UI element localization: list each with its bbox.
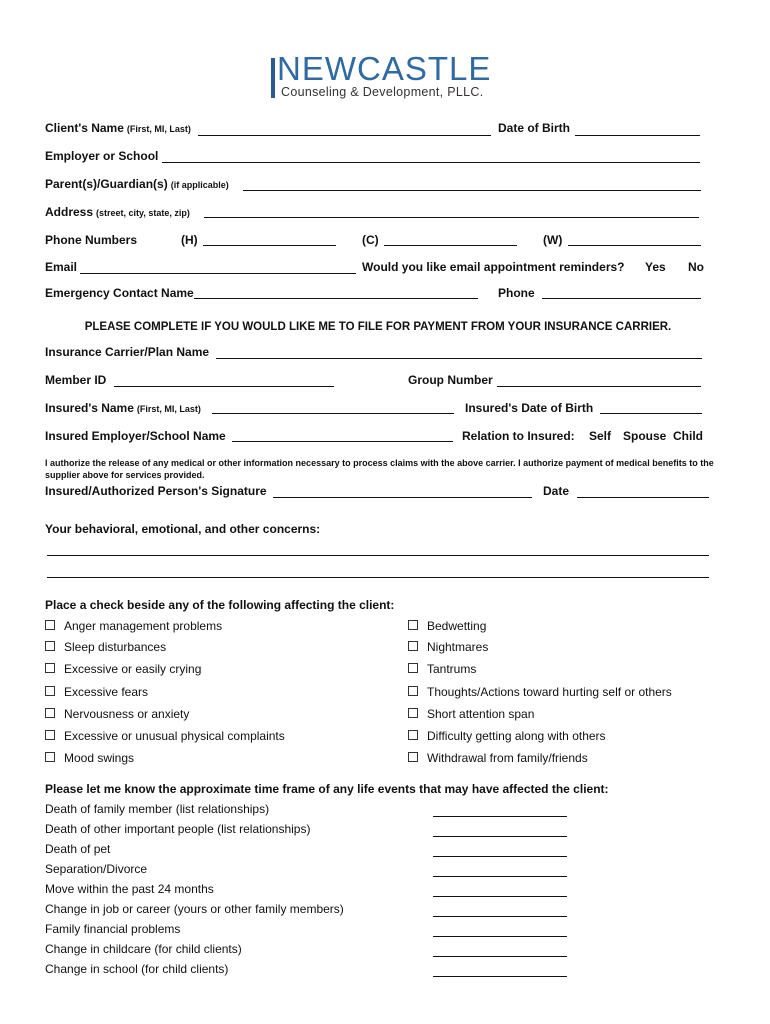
phone-c-label: (C) xyxy=(362,233,379,247)
insured-name-field[interactable] xyxy=(212,413,454,414)
life-event-label: Change in job or career (yours or other family members) xyxy=(45,902,344,916)
checklist-item[interactable]: Anger management problems xyxy=(45,619,222,633)
checklist-item[interactable]: Thoughts/Actions toward hurting self or others xyxy=(408,685,672,699)
insured-dob-label: Insured's Date of Birth xyxy=(465,401,594,415)
life-event-field[interactable] xyxy=(433,816,567,817)
checkbox[interactable] xyxy=(45,663,55,673)
checkbox[interactable] xyxy=(45,686,55,696)
checklist-item[interactable]: Mood swings xyxy=(45,751,134,765)
phone-c-field[interactable] xyxy=(384,245,517,246)
life-event-label: Death of family member (list relationships) xyxy=(45,802,270,816)
emergency-phone-field[interactable] xyxy=(542,298,701,299)
checklist-item[interactable]: Excessive or easily crying xyxy=(45,662,201,676)
dob-field[interactable] xyxy=(575,135,700,136)
life-event-label: Move within the past 24 months xyxy=(45,882,214,896)
emergency-phone-label: Phone xyxy=(498,286,535,300)
checkbox[interactable] xyxy=(45,730,55,740)
life-event-field[interactable] xyxy=(433,936,567,937)
life-event-label: Family financial problems xyxy=(45,922,181,936)
logo-bar xyxy=(271,58,275,98)
insured-name-hint: (First, MI, Last) xyxy=(136,404,201,414)
life-event-field[interactable] xyxy=(433,916,567,917)
life-event-field[interactable] xyxy=(433,836,567,837)
email-field[interactable] xyxy=(80,273,356,274)
insured-employer-label: Insured Employer/School Name xyxy=(45,429,226,443)
client-name-label: Client's Name (First, MI, Last) xyxy=(45,121,191,135)
checklist-item[interactable]: Nervousness or anxiety xyxy=(45,707,189,721)
checklist-item[interactable]: Difficulty getting along with others xyxy=(408,729,606,743)
checkbox[interactable] xyxy=(408,730,418,740)
phone-h-field[interactable] xyxy=(203,245,336,246)
checkbox[interactable] xyxy=(408,620,418,630)
carrier-field[interactable] xyxy=(216,358,702,359)
checkbox[interactable] xyxy=(408,752,418,762)
signature-field[interactable] xyxy=(273,497,532,498)
group-number-label: Group Number xyxy=(408,373,493,387)
phone-h-label: (H) xyxy=(181,233,198,247)
authorization-text: I authorize the release of any medical or other information necessary to process claims with the above carrier. I authorize payment of medical benefits to the supplier above for services provided. xyxy=(45,458,714,480)
relation-self[interactable]: Self xyxy=(589,429,612,443)
relation-child[interactable]: Child xyxy=(673,429,703,443)
logo-subtitle: Counseling & Development, PLLC. xyxy=(281,85,484,99)
relation-label: Relation to Insured: xyxy=(462,429,575,443)
phone-w-field[interactable] xyxy=(568,245,701,246)
life-event-label: Death of other important people (list relationships) xyxy=(45,822,311,836)
checklist-item[interactable]: Bedwetting xyxy=(408,619,486,633)
address-label: Address (street, city, state, zip) xyxy=(45,205,190,219)
life-event-field[interactable] xyxy=(433,876,567,877)
checkbox[interactable] xyxy=(45,620,55,630)
client-name-field[interactable] xyxy=(198,135,491,136)
checklist-item[interactable]: Excessive or unusual physical complaints xyxy=(45,729,285,743)
phone-w-label: (W) xyxy=(543,233,563,247)
logo-name: NEWCASTLE xyxy=(277,50,492,87)
company-logo xyxy=(271,52,491,100)
group-number-field[interactable] xyxy=(497,386,701,387)
parent-hint: (if applicable) xyxy=(170,180,229,190)
checkbox[interactable] xyxy=(45,708,55,718)
signature-date-label: Date xyxy=(543,484,570,498)
checkbox[interactable] xyxy=(408,641,418,651)
checklist-item[interactable]: Nightmares xyxy=(408,640,488,654)
parent-label: Parent(s)/Guardian(s) (if applicable) xyxy=(45,177,229,191)
client-name-hint: (First, MI, Last) xyxy=(126,124,191,134)
life-events-heading: Please let me know the approximate time frame of any life events that may have affected the client: xyxy=(45,782,609,796)
insured-employer-field[interactable] xyxy=(232,441,453,442)
checklist-item[interactable]: Short attention span xyxy=(408,707,534,721)
checklist-item[interactable]: Excessive fears xyxy=(45,685,148,699)
checklist-heading: Place a check beside any of the following affecting the client: xyxy=(45,598,395,612)
life-event-field[interactable] xyxy=(433,956,567,957)
life-event-label: Change in school (for child clients) xyxy=(45,962,229,976)
employer-label: Employer or School xyxy=(45,149,159,163)
life-event-label: Change in childcare (for child clients) xyxy=(45,942,242,956)
checkbox[interactable] xyxy=(45,752,55,762)
carrier-label: Insurance Carrier/Plan Name xyxy=(45,345,210,359)
signature-label: Insured/Authorized Person's Signature xyxy=(45,484,267,498)
insured-dob-field[interactable] xyxy=(600,413,702,414)
life-event-field[interactable] xyxy=(433,856,567,857)
reminders-yes[interactable]: Yes xyxy=(645,260,666,274)
life-event-field[interactable] xyxy=(433,976,567,977)
life-event-field[interactable] xyxy=(433,896,567,897)
reminders-no[interactable]: No xyxy=(688,260,704,274)
member-id-label: Member ID xyxy=(45,373,107,387)
email-label: Email xyxy=(45,260,78,274)
reminders-question: Would you like email appointment reminders? xyxy=(362,260,625,274)
life-event-label: Death of pet xyxy=(45,842,111,856)
signature-date-field[interactable] xyxy=(577,497,709,498)
checkbox[interactable] xyxy=(408,686,418,696)
concerns-line-1[interactable] xyxy=(47,555,709,556)
emergency-field[interactable] xyxy=(194,298,478,299)
address-field[interactable] xyxy=(204,217,699,218)
parent-field[interactable] xyxy=(243,190,701,191)
life-event-label: Separation/Divorce xyxy=(45,862,148,876)
checklist-item[interactable]: Tantrums xyxy=(408,662,476,676)
employer-field[interactable] xyxy=(162,162,700,163)
insurance-heading: PLEASE COMPLETE IF YOU WOULD LIKE ME TO FILE FOR PAYMENT FROM YOUR INSURANCE CARRIER. xyxy=(84,321,672,333)
concerns-label: Your behavioral, emotional, and other concerns: xyxy=(45,522,321,536)
checkbox[interactable] xyxy=(408,708,418,718)
relation-spouse[interactable]: Spouse xyxy=(623,429,667,443)
checkbox[interactable] xyxy=(408,663,418,673)
checklist-item[interactable]: Withdrawal from family/friends xyxy=(408,751,588,765)
concerns-line-2[interactable] xyxy=(47,577,709,578)
checkbox[interactable] xyxy=(45,641,55,651)
phone-numbers-label: Phone Numbers xyxy=(45,233,138,247)
dob-label: Date of Birth xyxy=(498,121,570,135)
checklist-item[interactable]: Sleep disturbances xyxy=(45,640,166,654)
insured-name-label: Insured's Name (First, MI, Last) xyxy=(45,401,201,415)
address-hint: (street, city, state, zip) xyxy=(96,208,190,218)
emergency-label: Emergency Contact Name xyxy=(45,286,194,300)
member-id-field[interactable] xyxy=(114,386,334,387)
